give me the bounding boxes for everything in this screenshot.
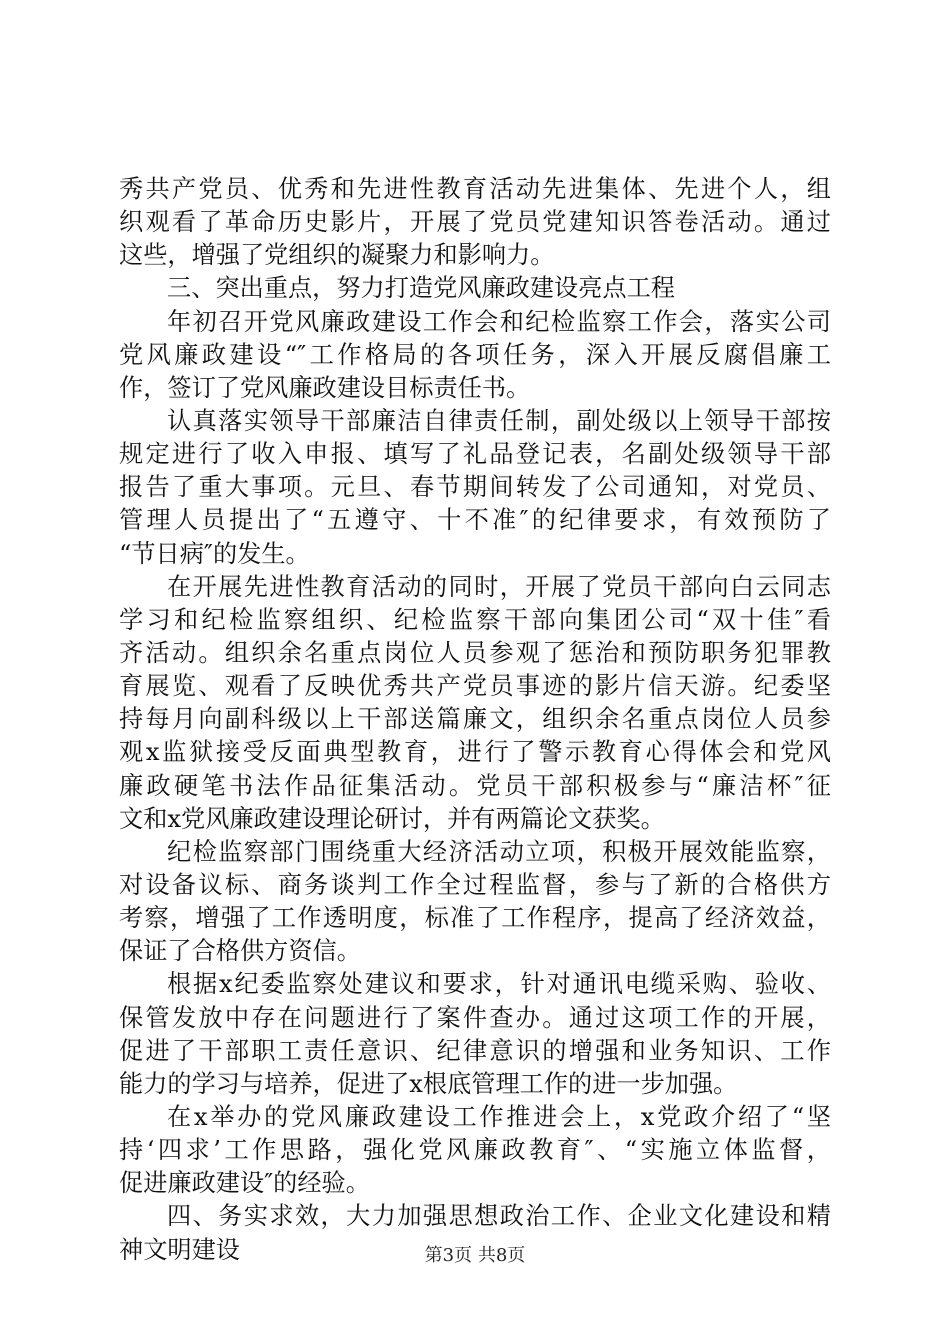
text-line: 秀共产党员、优秀和先进性教育活动先进集体、先进个人，组 <box>119 175 831 203</box>
text-line: 学习和纪检监察组织、纪检监察干部向集团公司“双十佳″看 <box>119 605 831 634</box>
text-line: 能力的学习与培养，促进了x根底管理工作的进一步加强。 <box>119 1069 738 1098</box>
text-line: 作，签订了党风廉政建设目标责任书。 <box>119 373 531 402</box>
text-line: “节日病″的发生。 <box>119 539 310 568</box>
text-line: 织观看了革命历史影片，开展了党员党建知识答卷活动。通过 <box>119 208 831 237</box>
text-line: 在开展先进性教育活动的同时，开展了党员干部向白云同志 <box>167 572 831 601</box>
text-line: 报告了重大事项。元旦、春节期间转发了公司通知，对党员、 <box>119 473 831 502</box>
text-line: 育展览、观看了反映优秀共产党员事迹的影片信天游。纪委坚 <box>119 672 831 701</box>
text-line: 促进了干部职工责任意识、纪律意识的增强和业务知识、工作 <box>119 1036 831 1065</box>
text-line: 四、务实求效，大力加强思想政治工作、企业文化建设和精 <box>167 1202 831 1231</box>
text-line: 根据x纪委监察处建议和要求，针对通讯电缆采购、验收、 <box>167 970 831 999</box>
document-body <box>119 173 831 1267</box>
text-line: 这些，增强了党组织的凝聚力和影响力。 <box>119 241 555 270</box>
text-line: 管理人员提出了“五遵守、十不准″的纪律要求，有效预防了 <box>119 506 831 535</box>
text-line: 认真落实领导干部廉洁自律责任制，副处级以上领导干部按 <box>167 406 831 435</box>
text-line: 持‘四求’工作思路，强化党风廉政教育″、“实施立体监督， <box>119 1136 831 1165</box>
text-line: 文和x党风廉政建设理论研讨，并有两篇论文获奖。 <box>119 804 665 833</box>
text-line: 对设备议标、商务谈判工作全过程监督，参与了新的合格供方 <box>119 870 831 899</box>
text-line: 齐活动。组织余名重点岗位人员参观了惩治和预防职务犯罪教 <box>119 638 831 667</box>
text-line: 观x监狱接受反面典型教育，进行了警示教育心得体会和党风 <box>119 738 831 767</box>
text-line: 在x举办的党风廉政建设工作推进会上，x党政介绍了“坚 <box>167 1102 831 1131</box>
page-footer: 第3页 共8页 <box>424 1245 526 1266</box>
text-line: 神文明建设 <box>119 1235 240 1264</box>
text-line: 党风廉政建设“″工作格局的各项任务，深入开展反腐倡廉工 <box>119 340 831 369</box>
text-line: 规定进行了收入申报、填写了礼品登记表，名副处级领导干部 <box>119 440 831 469</box>
text-line: 年初召开党风廉政建设工作会和纪检监察工作会，落实公司 <box>167 307 831 336</box>
text-line: 保管发放中存在问题进行了案件查办。通过这项工作的开展， <box>119 1003 831 1032</box>
text-line: 持每月向副科级以上干部送篇廉文，组织余名重点岗位人员参 <box>119 705 831 734</box>
text-line: 纪检监察部门围绕重大经济活动立项，积极开展效能监察， <box>167 837 831 866</box>
text-line: 廉政硬笔书法作品征集活动。党员干部积极参与“廉洁杯″征 <box>119 771 831 800</box>
text-line: 三、突出重点，努力打造党风廉政建设亮点工程 <box>167 274 675 303</box>
text-line: 考察，增强了工作透明度，标准了工作程序，提高了经济效益， <box>119 904 831 933</box>
text-line: 促进廉政建设″的经验。 <box>119 1169 370 1198</box>
text-line: 保证了合格供方资信。 <box>119 937 361 966</box>
